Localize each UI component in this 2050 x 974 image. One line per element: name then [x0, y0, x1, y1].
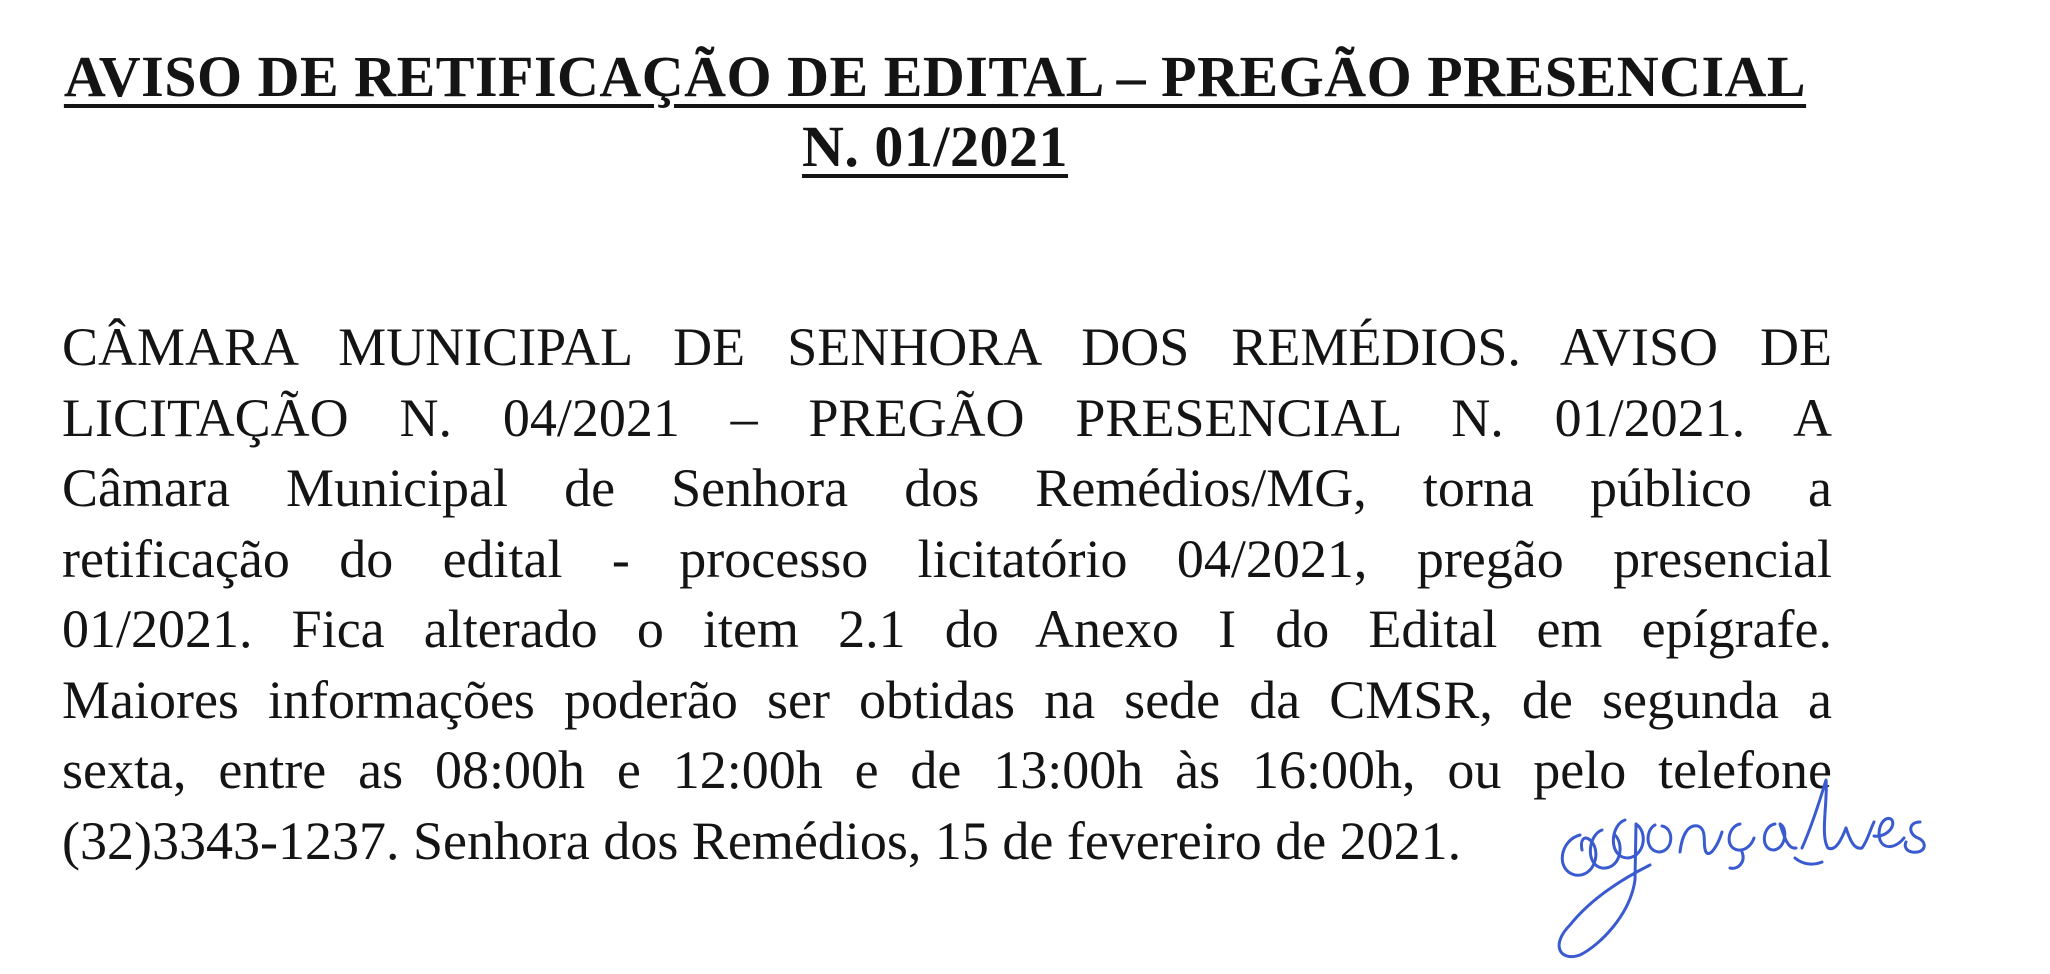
- body-line: retificação do edital - processo licitatório 04/2021, pregão presencial: [62, 528, 1832, 589]
- title-line-2: N. 01/2021: [802, 114, 1068, 179]
- body-line: sexta, entre as 08:00h e 12:00h e de 13:00h às 16:00h, ou pelo telefone: [62, 740, 1832, 800]
- body-line: Câmara Municipal de Senhora dos Remédios/MG, torna público a: [62, 458, 1832, 518]
- document-title: [60, 42, 1810, 182]
- body-line: CÂMARA MUNICIPAL DE SENHORA DOS REMÉDIOS. AVISO DE: [62, 317, 1832, 377]
- body-line: LICITAÇÃO N. 04/2021 – PREGÃO PRESENCIAL N. 01/2021. A: [62, 387, 1832, 448]
- title-line-1: AVISO DE RETIFICAÇÃO DE EDITAL – PREGÃO PRESENCIAL: [63, 44, 1807, 109]
- handwritten-signature: [1540, 740, 2020, 970]
- body-line: 01/2021. Fica alterado o item 2.1 do Anexo I do Edital em epígrafe.: [62, 599, 1832, 659]
- body-line: Maiores informações poderão ser obtidas na sede da CMSR, de segunda a: [62, 669, 1832, 730]
- body-line: (32)3343-1237. Senhora dos Remédios, 15 de fevereiro de 2021.: [62, 810, 1462, 871]
